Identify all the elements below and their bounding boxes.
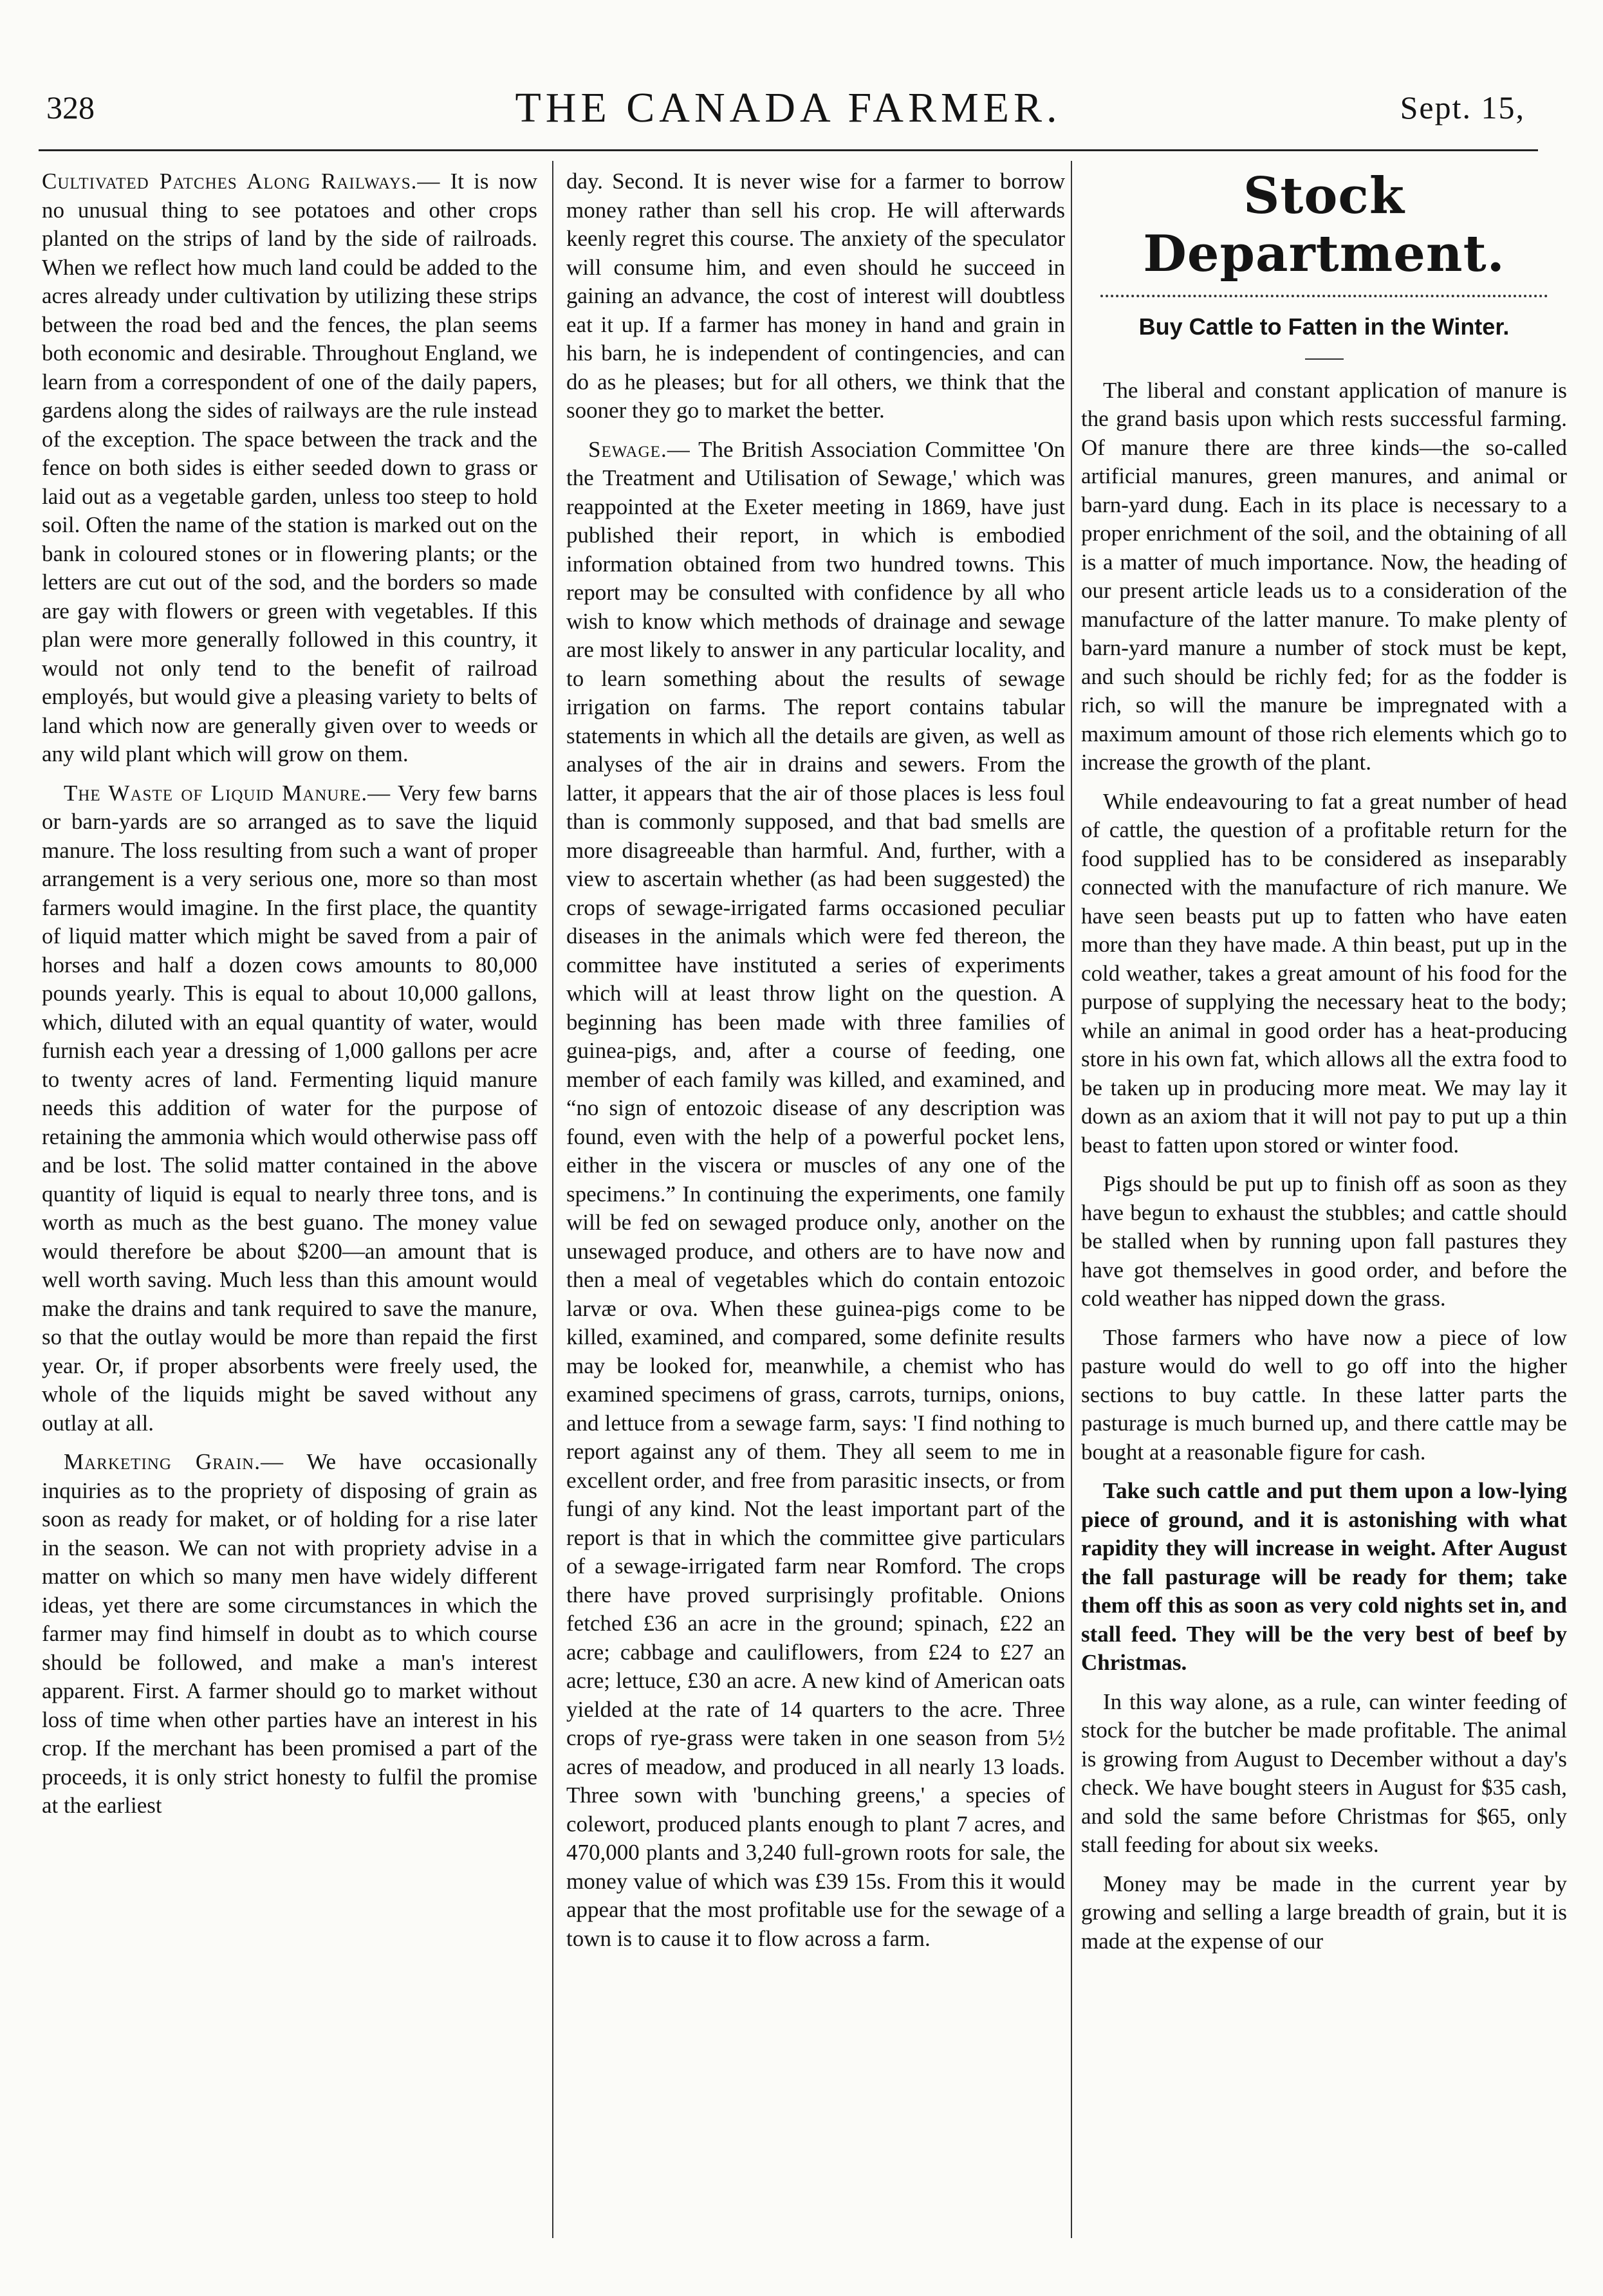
- article-heading: Cultivated Patches Along Railways.—: [42, 169, 441, 194]
- article-heading: Marketing Grain.—: [64, 1449, 284, 1474]
- article-railway-patches: [42, 167, 537, 769]
- paragraph: Pigs should be put up to finish off as soon as they have begun to exhaust the stubbles; and cattle should be stalled when by running upon fall pastures they have got themselves in good order, and before the cold weather has nipped down the grass.: [1081, 1171, 1567, 1311]
- ornamental-rule: [1100, 295, 1548, 297]
- article-body: It is now no unusual thing to see potatoes and other crops planted on the strips of land by the side of railroads. When we reflect how much land could be added to the acres already under cultivation by utilizing these strips between the road bed and the fences, the plan seems both economic and desirable. Throughout England, we learn from a correspondent of one of the daily papers, gardens along the sides of railways are the rule instead of the exception. The space between the track and the fence on both sides is either seeded down to grass or laid out as a vegetable garden, unless too steep to hold soil. Often the name of the station is marked out on the bank in coloured stones or in flowering plants; or the letters are cut out of the sod, and the borders so made are gay with flowers or green with vegetables. If this plan were more generally followed in this country, it would not only tend to the benefit of railroad employés, but would give a pleasing variety to belts of land which now are generally given over to weeds or any wild plant which will grow on them.: [42, 169, 537, 766]
- column-3: [1081, 167, 1567, 1966]
- header-rule: [39, 149, 1538, 151]
- article-liquid-manure: [42, 779, 537, 1438]
- paragraph: The liberal and constant application of manure is the grand basis upon which rests successful farming. Of manure there are three kinds—the so-called artificial manures, green manures, and animal or barn-yard dung. Each in its place is necessary to a proper enrichment of the soil, and the obtaining of all is a matter of much importance. Now, the heading of our present article leads us to a consideration of the manufacture of the latter manure. To make plenty of barn-yard manure a number of stock must be kept, and such should be richly fed; for as the fodder is rich, so will the manure be impregnated with a maximum amount of those rich elements which go to increase the growth of the plant.: [1081, 377, 1567, 775]
- page-header: [39, 84, 1538, 142]
- column-divider: [552, 161, 553, 2238]
- short-rule: [1305, 358, 1344, 360]
- article-body: We have occasionally inquiries as to the propriety of disposing of grain as soon as ready for maket, or of holding for a rise later in the season. We can not with propriety advise in a matter on which so many men have widely different ideas, yet there are some circumstances in which the farmer may find himself in doubt as to which course should be followed, and make a man's interest apparent. First. A farmer should go to market without loss of time when other parties have an interest in his crop. If the merchant has been promised a part of the proceeds, it is only strict honesty to fulfil the promise at the earliest: [42, 1449, 537, 1818]
- column-1: [42, 167, 537, 1831]
- paragraph: Money may be made in the current year by growing and selling a large breadth of grain, but it is made at the expense of our: [1081, 1871, 1567, 1954]
- issue-date: Sept. 15,: [1400, 89, 1525, 125]
- article-title: Buy Cattle to Fatten in the Winter.: [1138, 313, 1510, 340]
- article-sewage: [566, 436, 1065, 1954]
- article-body: Very few barns or barn-yards are so arranged as to save the liquid manure. The loss resulting from such a want of proper arrangement is a very serious one, more so than most farmers would imagine. In the first place, the quantity of liquid matter which might be saved from a pair of horses and half a dozen cows amounts to 80,000 pounds yearly. This is equal to about 10,000 gallons, which, diluted with an equal quantity of water, would furnish each year a dressing of 1,000 gallons per acre to twenty acres of land. Fermenting liquid manure needs this addition of water for the purpose of retaining the ammonia which would otherwise pass off and be lost. The solid matter contained in the above quantity of liquid is equal to nearly three tons, and is worth as much as the best guano. The money value would therefore be about $200—an amount that is well worth saving. Much less than this amount would make the drains and tank required to save the manure, so that the outlay would be more than repaid the first year. Or, if proper absorbents were freely used, the whole of the liquids might be saved without any outlay at all.: [42, 780, 537, 1436]
- masthead-title: THE CANADA FARMER.: [515, 84, 1062, 131]
- page-number: 328: [46, 89, 95, 125]
- paragraph: Those farmers who have now a piece of low pasture would do well to go off into the higher sections to buy cattle. In these latter parts the pasturage is much burned up, and there cattle may be bought at a reasonable figure for cash.: [1081, 1324, 1567, 1465]
- article-body: The British Association Committee 'On the Treatment and Utilisation of Sewage,' which was reappointed at the Exeter meeting in 1869, have just published their report, in which is embodied information obtained from two hundred towns. This report may be consulted with confidence by all who wish to know which methods of drainage and sewage are most likely to answer in any particular locality, and to learn something about the results of sewage irrigation on farms. The report contains tabular statements in which all the details are given, as well as analyses of the air in drains and sewers. From the latter, it appears that the air of those places is less foul than is commonly supposed, and that bad smells are more disagreeable than harmful. And, further, with a view to ascertain whether (as had been suggested) the crops of sewage-irrigated farms occasioned peculiar diseases in the animals which were fed thereon, the committee have instituted a series of experiments which will at least throw light on the question. A beginning has been made with three families of guinea-pigs, and, after a course of feeding, one member of each family was killed, and examined, and “no sign of entozoic disease of any description was found, even with the help of a powerful pocket lens, either in the viscera or muscles of any one of the specimens.” In continuing the experiments, one family will be fed on sewaged produce only, another on the unsewaged produce, and others are to have now and then a meal of vegetables which do contain entozoic larvæ or ova. When these guinea-pigs come to be killed, examined, and compared, some definite results may be looked for, meanwhile, a chemist who has examined specimens of grass, carrots, turnips, onions, and lettuce from a sewage farm, says: 'I find nothing to report against any of them. They all seem to me in excellent order, and free from parasitic insects, or from fungi of any kind. Not the least important part of the report is that in which the committee give particulars of a sewage-irrigated farm near Romford. The crops there have proved surprisingly profitable. Onions fetched £36 an acre in the ground; spinach, £22 an acre; cabbage and cauliflowers, from £24 to £27 an acre; lettuce, £30 an acre. A new kind of American oats yielded at the rate of 14 quarters to the acre. Three crops of rye-grass were taken in one season from 5½ acres of meadow, and produced in all nearly 13 loads. Three sown with 'bunching greens,' a species of colewort, produced plants enough to plant 7 acres, and 470,000 plants and 3,240 full-grown roots for sale, the money value of which was £39 15s. From this it would appear that the most profitable use for the sewage of a town is to cause it to flow across a farm.: [566, 436, 1065, 1951]
- article-heading: The Waste of Liquid Manure.—: [64, 780, 391, 806]
- paragraph: In this way alone, as a rule, can winter feeding of stock for the butcher be made profitable. The animal is growing from August to December without a day's check. We have bought steers in August for $35 cash, and sold the same before Christmas for $65, only stall feeding for about six weeks.: [1081, 1689, 1567, 1857]
- article-marketing-grain: [42, 1448, 537, 1820]
- paragraph: While endeavouring to fat a great number of head of cattle, the question of a profitable return for the food supplied has to be considered as inseparably connected with the manufacture of rich manure. We have seen beasts put up to fatten who have eaten more than they have made. A thin beast, put up in the cold weather, takes a great amount of his food for the purpose of supplying the necessary heat to the body; while an animal in good order has a heat-producing store in his own fat, which allows all the extra food to be taken up in producing more meat. We may lay it down as an axiom that it will not pay to put up a thin beast to fatten upon stored or winter food.: [1081, 788, 1567, 1158]
- department-heading: Stock Department.: [1143, 167, 1505, 283]
- article-heading: Sewage.—: [588, 436, 690, 462]
- column-2: [566, 167, 1065, 1963]
- column-divider: [1071, 161, 1072, 2238]
- article-continuation: day. Second. It is never wise for a farmer to borrow money rather than sell his crop. He will afterwards keenly regret this course. The anxiety of the speculator will consume him, and even should he succeed in gaining an advance, the cost of interest will doubtless eat it up. If a farmer has money in hand and grain in his barn, he is independent of contingencies, and can do as he pleases; but for all others, we think that the sooner they go to market the better.: [566, 169, 1065, 423]
- paragraph: Take such cattle and put them upon a low-lying piece of ground, and it is astonishing with what rapidity they will increase in weight. After August the fall pasturage will be ready for them; take them off this as soon as very cold nights set in, and stall feed. They will be the very best of beef by Christmas.: [1081, 1478, 1567, 1675]
